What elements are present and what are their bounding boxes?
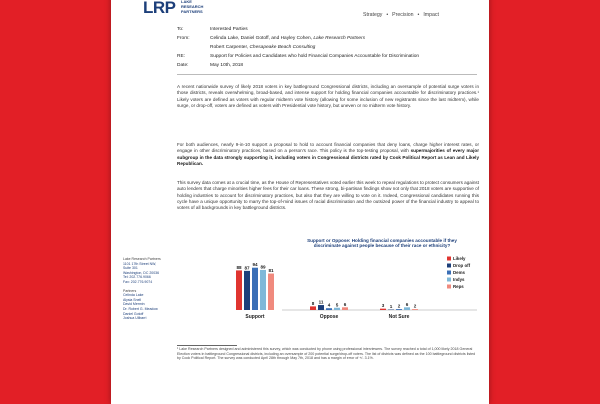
legend-label: Reps (453, 284, 464, 289)
tagline: Strategy • Precision • Impact (361, 12, 441, 18)
data-label: 3 (382, 303, 385, 308)
data-label: 11 (319, 300, 324, 305)
legend-label: Drop off (453, 263, 471, 268)
chart-title: Support or Oppose: Holding financial companies accountable if they discriminate against people because of their race or ethnicity? (297, 238, 467, 248)
memo-page: LRP LAKE RESEARCH PARTNERS Strategy • Precision • Impact To: Interested Parties From: Celinda Lake, Daniel Gotoff, and Hayley Cohen, Lake Research Partners Robert Carpenter, Chesapeake Beach Consulting RE: Support for Policies and Candidates who hold Financial Companies Accountable for Discrimination Date: May 10th, 2018 A recent nationwide survey of likely 2018 voters in key battleground Congressional districts, including an oversample of potential surge voters in those districts, reveals overwhelming, broad-based, and intense support for holding financial companies accountable for discriminatory practices.¹ Likely voters are defined as voters with regular midterm vote history (allowing for some inclusion of new registrants since the last midterm), while surge, or drop-off, voters are defined as voters with Presidential vote history, but uneven or no midterm vote history. For both audiences, nearly 9-in-10 support a proposal to hold to account financial companies that deny loans, charge higher interest rates, or engage in other discriminatory practices, based on a person's race. This policy is the top-testing proposal, with supermajorities of every major subgroup in the data strongly supporting it, including voters in Congressional districts rated by Cook Political Report as Lean and Likely Republican. This survey data comes at a crucial time, as the House of Representatives voted earlier this week to repeal regulations to protect consumers against auto lenders that charge minorities higher fees for their car loans. These strong, bi-partisan findings show not only that 2018 voters are supportive of holding industries to account for discriminatory practices, but also that they are willing to vote on it. Indeed, Congressional candidates running this cycle have a unique opportunity to marry the top-of-mind issues of racial discrimination and the outsized power of the financial industry to appeal to voters of all backgrounds in key battleground districts. Lake Research Partners 1101 17th Street NW, Suite 301 Washington, DC 20036 Tel: 202.776.9066 Fax: 202.776.9074 Partners Celinda Lake Alysia Snell David Mermin Dr. Robert G. Meadow Daniel Gotoff Joshua Ulibarri Support or Oppose: Holding financial companies accountable if they discriminate against people because of their race or ethnicity? 88 87 94 89 81 Support 8 11 4 5 6 Oppose 3 1 2 6 2 Not Sure Likely Drop off Dems Indys Reps ¹ Lake Research Partners designed and administered this survey, which was conducted by phone using professional interviewers. The survey reached a total of 1,000 likely 2018 General Election voters in battleground Congressional districts, including an oversample of 200 potential surge/drop-off voters. The list of districts was defined as the 100 battleground districts listed by Cook Political Report. The survey was conducted April 28th through May 7th, 2018 and has a margin of error of +/- 3.1%. (111, 0, 489, 404)
data-label: 6 (344, 302, 347, 307)
data-label: 2 (398, 304, 401, 309)
data-label: 87 (244, 265, 250, 270)
data-label: 5 (336, 302, 339, 307)
legend-label: Dems (453, 270, 466, 275)
divider (177, 74, 477, 75)
data-label: 8 (312, 301, 315, 306)
data-label: 1 (390, 304, 393, 309)
bar-not-sure-indys (404, 307, 410, 310)
legend-label: Likely (453, 256, 466, 261)
bar-support-reps (268, 274, 274, 310)
category-label: Oppose (320, 314, 339, 320)
bar-support-indys (260, 270, 266, 310)
legend-swatch (447, 285, 451, 289)
category-label: Not Sure (389, 314, 410, 320)
bar-support-drop-off (244, 271, 250, 310)
legend-swatch (447, 278, 451, 282)
bar-support-likely (236, 270, 242, 310)
logo-subtitle: LAKE RESEARCH PARTNERS (181, 0, 203, 14)
data-label: 81 (268, 268, 274, 273)
sidebar-contact: Lake Research Partners 1101 17th Street NW, Suite 301 Washington, DC 20036 Tel: 202.776.9066 Fax: 202.776.9074 Partners Celinda Lake Alysia Snell David Mermin Dr. Robert G. Meadow Daniel Gotoff Joshua Ulibarri (123, 257, 175, 321)
legend-swatch (447, 264, 451, 268)
footnote: ¹ Lake Research Partners designed and administered this survey, which was conducted by phone using professional interviewers. The survey reached a total of 1,000 likely 2018 General Election voters in battleground Congressional districts, including an oversample of 200 potential surge/drop-off voters. The list of districts was defined as the 100 battleground districts listed by Cook Political Report. The survey was conducted April 28th through May 7th, 2018 and has a margin of error of +/- 3.1%. (177, 347, 479, 361)
paragraph-3: This survey data comes at a crucial time, as the House of Representatives voted earlier this week to repeal regulations to protect consumers against auto lenders that charge minorities higher fees for their car loans. These strong, bi-partisan findings show not only that 2018 voters are supportive of holding industries to account for discriminatory practices, but also that they are willing to vote on it. Indeed, Congressional candidates running this cycle have a unique opportunity to marry the top-of-mind issues of racial discrimination and the outsized power of the financial industry to appeal to voters of all backgrounds in key battleground districts. (177, 180, 479, 211)
bar-not-sure-dems (396, 309, 402, 310)
paragraph-2: For both audiences, nearly 9-in-10 support a proposal to hold to account financial companies that deny loans, charge higher interest rates, or engage in other discriminatory practices, based on a person's race. This policy is the top-testing proposal, with supermajorities of every major subgroup in the data strongly supporting it, including voters in Congressional districts rated by Cook Political Report as Lean and Likely Republican. (177, 142, 479, 167)
bar-oppose-indys (334, 308, 340, 310)
bar-oppose-drop-off (318, 305, 324, 310)
bar-oppose-likely (310, 306, 316, 310)
data-label: 88 (236, 265, 242, 270)
data-label: 6 (406, 302, 409, 307)
bar-support-dems (252, 268, 258, 310)
data-label: 4 (328, 303, 331, 308)
company-logo: LRP (143, 0, 176, 18)
data-label: 89 (260, 264, 266, 269)
bar-oppose-dems (326, 308, 332, 310)
legend-label: Indys (453, 277, 465, 282)
bar-oppose-reps (342, 307, 348, 310)
legend-swatch (447, 271, 451, 275)
bar-not-sure-reps (412, 309, 418, 310)
bar-chart (177, 232, 477, 332)
data-label: 2 (414, 304, 417, 309)
bar-not-sure-likely (380, 309, 386, 310)
data-label: 94 (252, 262, 258, 267)
category-label: Support (245, 314, 264, 320)
footnote-divider (177, 345, 237, 346)
paragraph-1: A recent nationwide survey of likely 2018 voters in key battleground Congressional districts, including an oversample of potential surge voters in those districts, reveals overwhelming, broad-based, and intense support for holding financial companies accountable for discriminatory practices.¹ Likely voters are defined as voters with regular midterm vote history (allowing for some inclusion of new registrants since the last midterm), while surge, or drop-off, voters are defined as voters with Presidential vote history, but uneven or no midterm vote history. (177, 84, 479, 109)
legend-swatch (447, 257, 451, 261)
